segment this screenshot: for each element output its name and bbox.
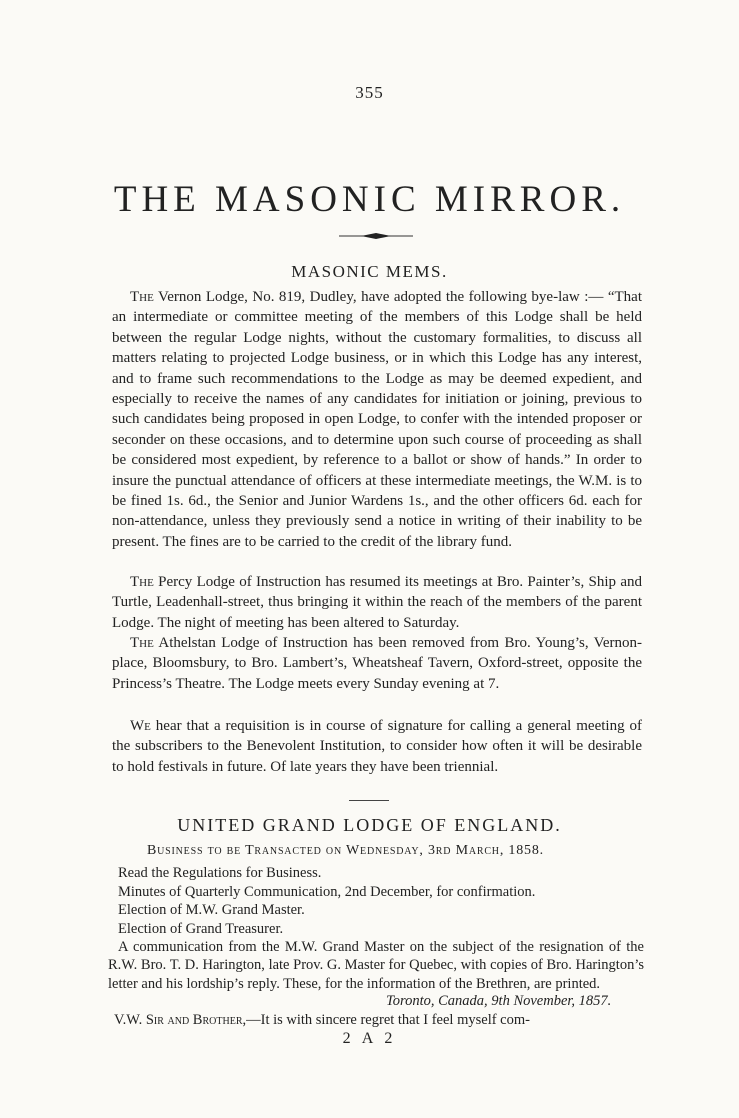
agenda-heading: Business to be Transacted on Wednesday, 3rd March, 1858. — [147, 843, 544, 858]
paragraph-text: hear that a requisition is in course of signature for calling a general meeting of the subscribers to the Benevolent Institution, to consider how often it will be desirable to hold festivals in future. Of late years they have been triennial. — [112, 718, 642, 775]
communication-paragraph: A communication from the M.W. Grand Master on the subject of the resignation of the R.W. Bro. T. D. Harington, late Prov. G. Master for Quebec, with copies of Bro. Harington’s letter and his lordship’s reply. These, for the information of the Brethren, are printed. — [108, 939, 644, 992]
paragraph-text: Athelstan Lodge of Instruction has been removed from Bro. Young’s, Vernon-place, Bloomsbury, to Bro. Lambert’s, Wheatsheaf Tavern, Oxford-street, opposite the Princess’s Theatre. The Lodge meets every Sunday evening at 7. — [112, 635, 642, 692]
salutation-lead: V.W. Sir and Brother, — [114, 1012, 247, 1028]
letter-dateline: Toronto, Canada, 9th November, 1857. — [386, 993, 612, 1009]
agenda-item: Election of Grand Treasurer. — [118, 920, 284, 937]
agenda-item: Minutes of Quarterly Communication, 2nd December, for confirmation. — [118, 883, 536, 900]
paragraph-text: Percy Lodge of Instruction has resumed its meetings at Bro. Painter’s, Ship and Turtle, Leadenhall-street, thus bringing it within the reach of the members of the parent Lodge. The night of meeting has been altered to Saturday. — [112, 574, 642, 631]
signature-mark: 2 A 2 — [342, 1030, 397, 1047]
paragraph-athelstan-lodge — [112, 633, 642, 694]
paragraph-lead: We — [130, 718, 151, 734]
agenda-item: Election of M.W. Grand Master. — [118, 902, 305, 919]
paragraph-text: Vernon Lodge, No. 819, Dudley, have adopted the following bye-law :— “That an intermediate or committee meeting of the members of this Lodge shall be held between the regular Lodge nights, without the customary formalities, to discuss all matters relating to projected Lodge business, or in which this Lodge has any interest, and to frame such recommendations to the Lodge as may be deemed expedient, and especially to receive the names of any candidates for initiation or joining, previous to such candidates being proposed in open Lodge, to confer with the intended proposer or seconder on these occasions, and to determine upon such course of proceeding as shall be considered most expedient, by reference to a ballot or show of hands.” In order to insure the punctual attendance of officers at these intermediate meetings, the W.M. is to be fined 1s. 6d., the Senior and Junior Wardens 1s., and the other officers 6d. each for non-attendance, unless they previously send a notice in writing of their inability to be present. The fines are to be carried to the credit of the library fund. — [112, 289, 642, 550]
paragraph-lead: The — [130, 635, 154, 651]
agenda-item: Read the Regulations for Business. — [118, 865, 322, 881]
journal-title: THE MASONIC MIRROR. — [113, 179, 626, 220]
paragraph-vernon-lodge — [112, 287, 642, 552]
salutation-text: —It is with sincere regret that I feel myself com- — [246, 1012, 530, 1028]
paragraph-lead: The — [130, 574, 154, 590]
paragraph-lead: The — [130, 289, 154, 305]
agenda-list — [118, 864, 638, 938]
letter-salutation — [114, 1012, 644, 1029]
section-divider — [349, 800, 389, 801]
ornament-divider — [339, 232, 413, 240]
paragraph-percy-lodge — [112, 572, 642, 633]
section-title-grand-lodge: UNITED GRAND LODGE OF ENGLAND. — [177, 815, 562, 835]
section-title-masonic-mems: MASONIC MEMS. — [291, 262, 448, 281]
page-number: 355 — [355, 83, 384, 102]
paragraph-requisition — [112, 716, 642, 777]
